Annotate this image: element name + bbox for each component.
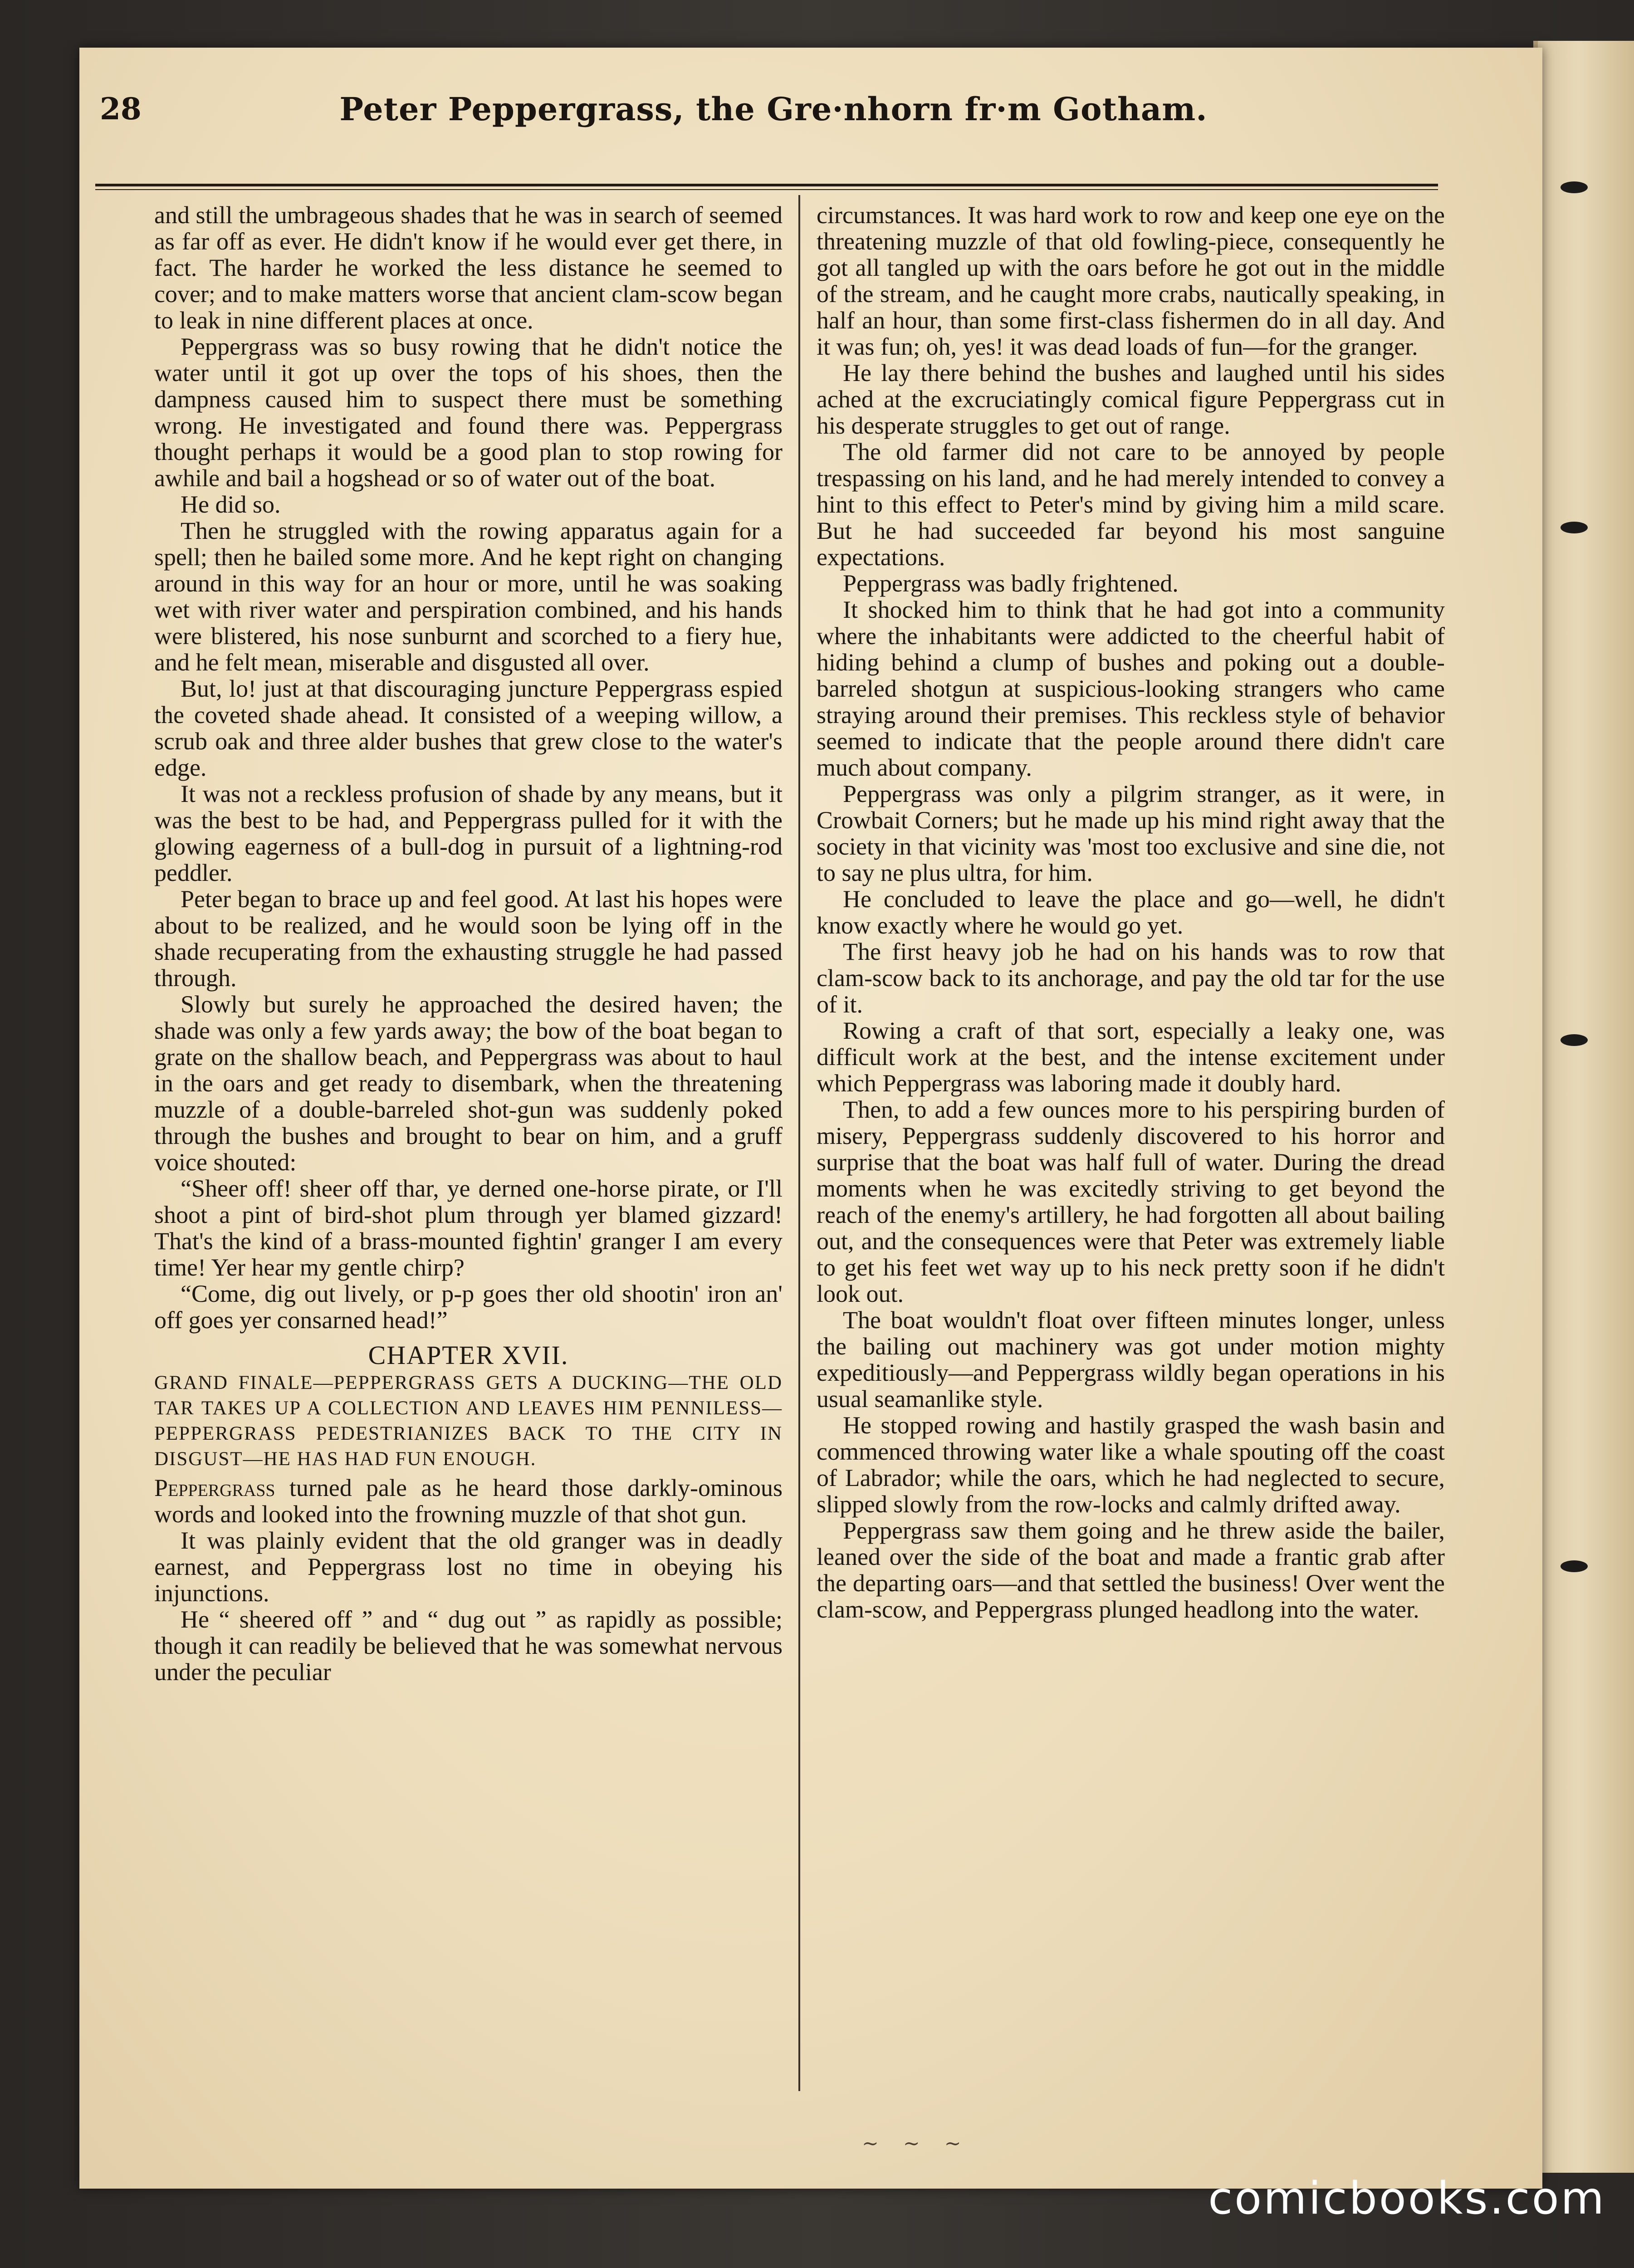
- staple-mark: [1561, 1560, 1588, 1572]
- facing-page-edge: [1533, 41, 1634, 2173]
- header-rule: [95, 184, 1438, 190]
- paragraph: Peppergrass was so busy rowing that he didn't notice the water until it got up over the tops of his shoes, then the dampness caused him to suspect there must be something wrong. He investigated and found there was. Peppergrass thought perhaps it would be a good plan to stop rowing for awhile and bail a hogshead or so of water out of the boat.: [154, 333, 783, 492]
- paragraph: Slowly but surely he approached the desired haven; the shade was only a few yards away; the bow of the boat began to grate on the shallow beach, and Peppergrass was about to haul in the oars and get ready to disembark, when the threatening muzzle of a double-barreled shot-gun was suddenly poked through the bushes and brought to bear on him, and a gruff voice shouted:: [154, 991, 783, 1176]
- paragraph: It was plainly evident that the old granger was in deadly earnest, and Peppergrass lost no time in obeying his injunctions.: [154, 1527, 783, 1607]
- paragraph: Peppergrass was only a pilgrim stranger, as it were, in Crowbait Corners; but he made up his mind right away that the society in that vicinity was 'most too exclusive and sine die, not to say ne plus ultra, for him.: [817, 780, 1445, 886]
- staple-mark: [1561, 1034, 1588, 1046]
- paragraph: The old farmer did not care to be annoyed by people trespassing on his land, and he had merely intended to convey a hint to this effect to Peter's mind by giving him a mild scare. But he had succeeded far beyond his most sanguine expectations.: [817, 438, 1445, 571]
- paragraph: circumstances. It was hard work to row and keep one eye on the threatening muzzle of that old fowling-piece, consequently he got all tangled up with the oars before he got out in the middle of the stream, and he caught more crabs, nautically speaking, in half an hour, than some first-class fishermen do in all day. And it was fun; oh, yes! it was dead loads of fun—for the granger.: [817, 201, 1445, 360]
- right-column: [817, 202, 1445, 1623]
- chapter-heading: CHAPTER XVII.: [368, 1340, 569, 1370]
- paragraph: He did so.: [181, 491, 281, 518]
- paragraph: It was not a reckless profusion of shade by any means, but it was the best to be had, and Peppergrass pulled for it with the glowing eagerness of a bull-dog in pursuit of a lightning-rod peddler.: [154, 780, 783, 886]
- running-title: Peter Peppergrass, the Gre·nhorn fr·m Gotham.: [339, 90, 1208, 128]
- watermark-logo: comicbooks.com: [1208, 2173, 1606, 2224]
- paragraph: “Sheer off! sheer off thar, ye derned one-horse pirate, or I'll shoot a pint of bird-shot plum through yer blamed gizzard! That's the kind of a brass-mounted fightin' granger I am every time! Yer hear my gentle chirp?: [154, 1175, 783, 1281]
- chapter-opening-paragraph: [154, 1475, 783, 1527]
- footer-ornament: ~ ~ ~: [862, 2132, 970, 2155]
- paragraph: Rowing a craft of that sort, especially a leaky one, was difficult work at the best, and the intense excitement under which Peppergrass was laboring made it doubly hard.: [817, 1017, 1445, 1097]
- paragraph: Peter began to brace up and feel good. At last his hopes were about to be realized, and he would soon be lying off in the shade recuperating from the exhausting struggle he had passed through.: [154, 885, 783, 992]
- paragraph: He “ sheered off ” and “ dug out ” as rapidly as possible; though it can readily be believed that he was somewhat nervous under the peculiar: [154, 1606, 783, 1686]
- page-header: [100, 77, 1447, 141]
- staple-mark: [1561, 181, 1588, 193]
- paragraph: The first heavy job he had on his hands was to row that clam-scow back to its anchorage, and pay the old tar for the use of it.: [817, 938, 1445, 1018]
- paragraph: Then he struggled with the rowing apparatus again for a spell; then he bailed some more. And he kept right on changing around in this way for an hour or more, until he was soaking wet with river water and perspiration combined, and his hands were blistered, his nose sunburnt and scorched to a fiery hue, and he felt mean, miserable and disgusted all over.: [154, 517, 783, 676]
- chapter-opening-text: turned pale as he heard those darkly-ominous words and looked into the frowning muzzle of that shot gun.: [154, 1474, 783, 1528]
- paragraph: But, lo! just at that discouraging juncture Peppergrass espied the coveted shade ahead. It consisted of a weeping willow, a scrub oak and three alder bushes that grew close to the water's edge.: [154, 675, 783, 781]
- left-column: [154, 202, 783, 1685]
- paragraph: Peppergrass was badly frightened.: [843, 570, 1179, 597]
- paragraph: “Come, dig out lively, or p-p goes ther old shootin' iron an' off goes yer consarned head!”: [154, 1280, 783, 1334]
- chapter-opening-word: Peppergrass: [154, 1474, 275, 1501]
- paragraph: He lay there behind the bushes and laughed until his sides ached at the excruciatingly comical figure Peppergrass cut in his desperate struggles to get out of range.: [817, 359, 1445, 439]
- staple-mark: [1561, 522, 1588, 533]
- column-divider: [798, 195, 800, 2091]
- paragraph: The boat wouldn't float over fifteen minutes longer, unless the bailing out machinery was got under motion mighty expeditiously—and Peppergrass wildly began operations in his usual seamanlike style.: [817, 1306, 1445, 1413]
- page-number: 28: [100, 91, 142, 127]
- paragraph: Peppergrass saw them going and he threw aside the bailer, leaned over the side of the boat and made a frantic grab after the departing oars—and that settled the business! Over went the clam-scow, and Peppergrass plunged headlong into the water.: [817, 1517, 1445, 1623]
- paragraph: and still the umbrageous shades that he was in search of seemed as far off as ever. He didn't know if he would ever get there, in fact. The harder he worked the less distance he seemed to cover; and to make matters worse that ancient clam-scow began to leak in nine different places at once.: [154, 201, 783, 334]
- chapter-summary: GRAND FINALE—PEPPERGRASS GETS A DUCKING—THE OLD TAR TAKES UP A COLLECTION AND LEAVES HIM PENNILESS—PEPPERGRASS PEDESTRIANIZES BACK TO THE CITY IN DISGUST—HE HAS HAD FUN ENOUGH.: [154, 1372, 783, 1470]
- paragraph: He concluded to leave the place and go—well, he didn't know exactly where he would go yet.: [817, 885, 1445, 939]
- paragraph: Then, to add a few ounces more to his perspiring burden of misery, Peppergrass suddenly discovered to his horror and surprise that the boat was half full of water. During the dread moments when he was excitedly striving to get beyond the reach of the enemy's artillery, he had forgotten all about bailing out, and the consequences were that Peter was extremely liable to get his feet wet way up to his neck pretty soon if he didn't look out.: [817, 1096, 1445, 1307]
- paragraph: He stopped rowing and hastily grasped the wash basin and commenced throwing water like a whale spouting off the coast of Labrador; while the oars, which he had neglected to secure, slipped slowly from the row-locks and calmly drifted away.: [817, 1412, 1445, 1518]
- paragraph: It shocked him to think that he had got into a community where the inhabitants were addicted to the cheerful habit of hiding behind a clump of bushes and poking out a double-barreled shotgun at suspicious-looking strangers who came straying around their premises. This reckless style of behavior seemed to indicate that the people around there didn't care much about company.: [817, 596, 1445, 781]
